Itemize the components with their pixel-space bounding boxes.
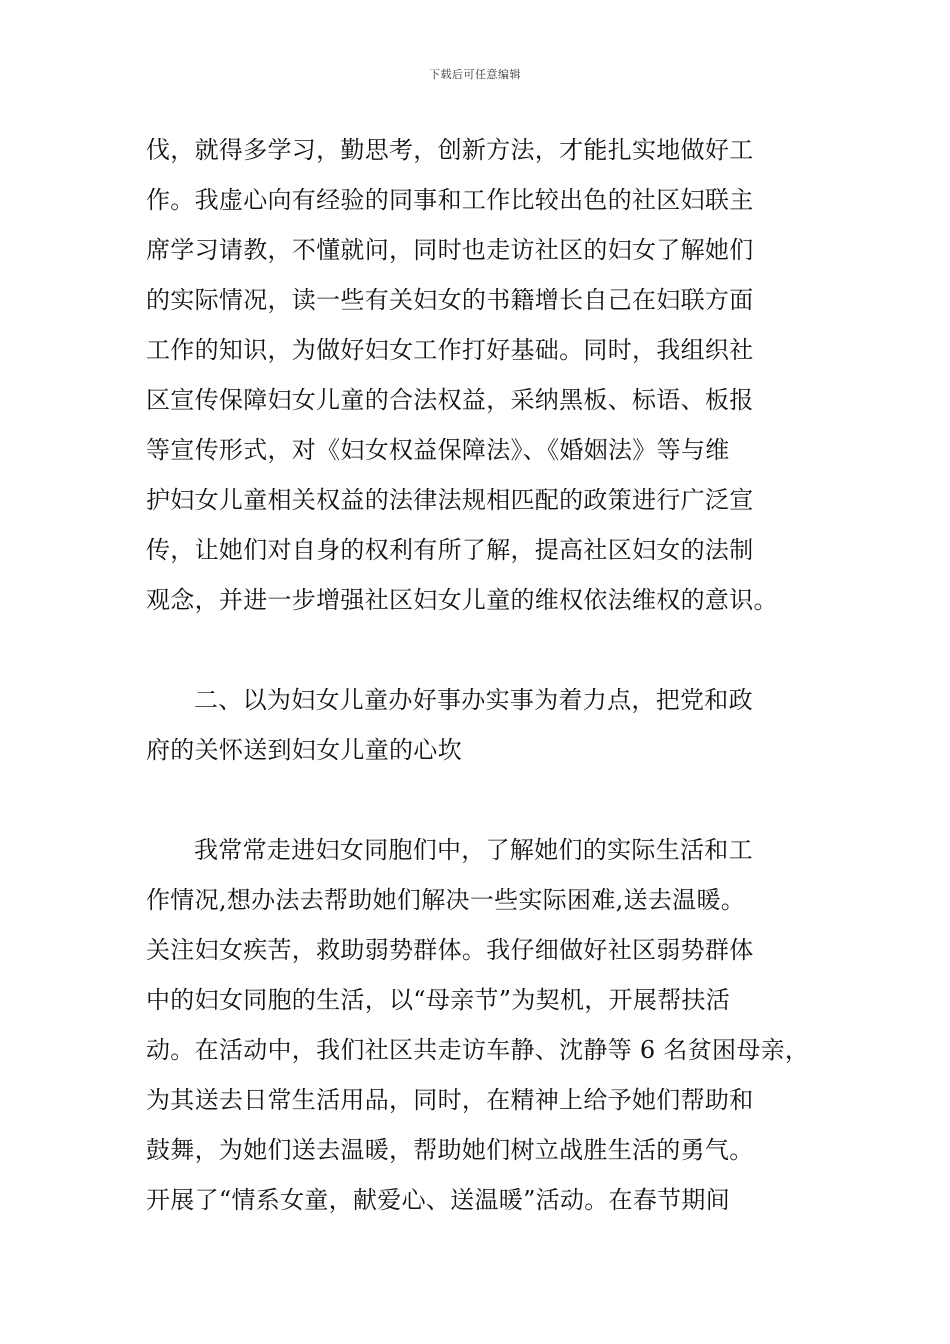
- paragraph-line: 等宣传形式，对《妇女权益保障法》、《婚姻法》等与维: [146, 436, 730, 464]
- paragraph-line: 工作的知识，为做好妇女工作打好基础。同时，我组织社: [146, 336, 754, 364]
- paragraph-line: 作情况,想办法去帮助她们解决一些实际困难,送去温暖。: [146, 886, 746, 914]
- section-heading-line: 府的关怀送到妇女儿童的心坎: [146, 736, 462, 764]
- paragraph-line: 区宣传保障妇女儿童的合法权益，采纳黑板、标语、板报: [146, 386, 754, 414]
- paragraph-line: 席学习请教，不懂就问，同时也走访社区的妇女了解她们: [146, 236, 754, 264]
- paragraph-line: 动。在活动中，我们社区共走访车静、沈静等 6 名贫困母亲，: [146, 1036, 810, 1064]
- paragraph-line: 我常常走进妇女同胞们中，了解她们的实际生活和工: [194, 836, 753, 864]
- paragraph-line: 观念，并进一步增强社区妇女儿童的维权依法维权的意识。: [146, 586, 778, 614]
- paragraph-line: 开展了“情系女童，献爱心、送温暖”活动。在春节期间: [146, 1186, 731, 1214]
- paragraph-line: 传，让她们对自身的权利有所了解，提高社区妇女的法制: [146, 536, 754, 564]
- paragraph-line: 护妇女儿童相关权益的法律法规相匹配的政策进行广泛宣: [146, 486, 754, 514]
- paragraph-line: 的实际情况，读一些有关妇女的书籍增长自己在妇联方面: [146, 286, 754, 314]
- paragraph-line: 伐，就得多学习，勤思考，创新方法，才能扎实地做好工: [146, 136, 754, 164]
- paragraph-line: 鼓舞，为她们送去温暖，帮助她们树立战胜生活的勇气。: [146, 1136, 754, 1164]
- paragraph-line: 中的妇女同胞的生活，以“母亲节”为契机，开展帮扶活: [146, 986, 731, 1014]
- section-heading-line: 二、以为妇女儿童办好事办实事为着力点，把党和政: [194, 686, 753, 714]
- paragraph-line: 关注妇女疾苦，救助弱势群体。我仔细做好社区弱势群体: [146, 936, 754, 964]
- paragraph-line: 为其送去日常生活用品，同时，在精神上给予她们帮助和: [146, 1086, 754, 1114]
- paragraph-line: 作。我虚心向有经验的同事和工作比较出色的社区妇联主: [146, 186, 754, 214]
- page-header: 下载后可任意编辑: [429, 68, 521, 81]
